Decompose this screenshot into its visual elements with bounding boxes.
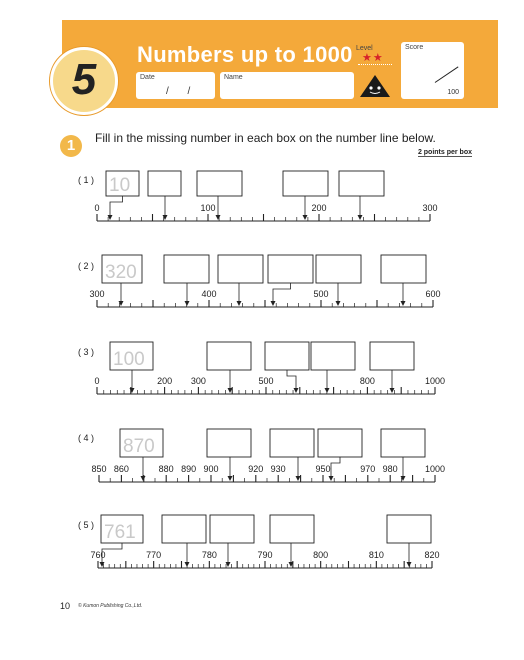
tick-number-label: 900 (203, 464, 219, 474)
sample-answer-text: 10 (109, 175, 131, 196)
tick-number-label: 920 (248, 464, 264, 474)
level-stars: ★★ (362, 52, 384, 64)
answer-box (207, 429, 251, 457)
tick-number-label: 200 (157, 376, 173, 386)
problem-label: ( 1 ) (78, 175, 95, 185)
tick-number-label: 800 (359, 376, 375, 386)
answer-box (381, 255, 426, 283)
sample-answer-text: 761 (104, 522, 136, 543)
sample-answer-text: 870 (123, 436, 155, 457)
tick-number-label: 980 (382, 464, 398, 474)
tick-number-label: 770 (146, 550, 162, 560)
answer-arrow (287, 370, 296, 389)
answer-box (210, 515, 254, 543)
score-total: 100 (447, 89, 459, 96)
tick-number-label: 760 (90, 550, 106, 560)
arrow-head (390, 388, 395, 393)
arrow-head (407, 562, 412, 567)
score-label: Score (405, 44, 424, 51)
copyright-note: © Kumon Publishing Co.,Ltd. (78, 603, 143, 609)
answer-box (218, 255, 263, 283)
arrow-head (228, 476, 233, 481)
tick-number-label: 930 (270, 464, 286, 474)
arrow-head (294, 388, 299, 393)
answer-box (381, 429, 425, 457)
level-label: Level (356, 45, 373, 52)
tick-number-label: 820 (424, 550, 440, 560)
sample-answer-text: 100 (113, 349, 145, 370)
arrow-head (141, 476, 146, 481)
answer-arrow (273, 283, 291, 302)
answer-box (387, 515, 431, 543)
tick-number-label: 1000 (424, 464, 446, 474)
tick-number-label: 780 (201, 550, 217, 560)
name-label: Name (224, 74, 243, 81)
arrow-head (216, 215, 221, 220)
date-slashes: / / (166, 86, 191, 97)
answer-box (270, 429, 314, 457)
answer-box (164, 255, 209, 283)
arrow-head (296, 476, 301, 481)
tick-number-label: 800 (313, 550, 329, 560)
unit-number: 5 (71, 55, 97, 104)
answer-box (370, 342, 414, 370)
arrow-head (329, 476, 334, 481)
answer-arrow (331, 457, 340, 477)
page-number: 10 (60, 601, 71, 611)
answer-box (265, 342, 309, 370)
answer-box (316, 255, 361, 283)
points-note: 2 points per box (417, 149, 472, 156)
answer-box (207, 342, 251, 370)
answer-box (148, 171, 181, 196)
tick-number-label: 810 (368, 550, 384, 560)
tick-number-label: 850 (91, 464, 107, 474)
tick-number-label: 500 (258, 376, 274, 386)
tick-number-label: 100 (200, 203, 216, 213)
arrow-head (185, 301, 190, 306)
answer-box (162, 515, 206, 543)
tick-number-label: 500 (313, 289, 329, 299)
answer-box (268, 255, 313, 283)
arrow-head (303, 215, 308, 220)
tick-number-label: 200 (311, 203, 327, 213)
arrow-head (271, 301, 276, 306)
answer-box (270, 515, 314, 543)
tick-number-label: 300 (89, 289, 105, 299)
tick-number-label: 400 (201, 289, 217, 299)
problem-label: ( 2 ) (78, 261, 95, 271)
arrow-head (325, 388, 330, 393)
date-label: Date (140, 74, 155, 81)
arrow-head (358, 215, 363, 220)
tick-number-label: 600 (425, 289, 441, 299)
tick-number-label: 880 (158, 464, 174, 474)
tick-number-label: 0 (94, 376, 100, 386)
tick-number-label: 890 (181, 464, 197, 474)
question-instruction: Fill in the missing number in each box on the number line below. (95, 131, 436, 145)
tick-number-label: 1000 (424, 376, 446, 386)
answer-box (339, 171, 384, 196)
answer-box (318, 429, 362, 457)
tick-number-label: 300 (190, 376, 206, 386)
question-number-badge: 1 (60, 135, 82, 157)
sample-answer-text: 320 (105, 262, 137, 283)
arrow-head (336, 301, 341, 306)
tick-number-label: 300 (422, 203, 438, 213)
tick-number-label: 860 (113, 464, 129, 474)
page-title: Numbers up to 1000 (137, 42, 353, 67)
tick-number-label: 970 (360, 464, 376, 474)
answer-box (283, 171, 328, 196)
tick-number-label: 950 (315, 464, 331, 474)
answer-box (197, 171, 242, 196)
tick-number-label: 790 (257, 550, 273, 560)
problem-label: ( 4 ) (78, 433, 95, 443)
arrow-head (237, 301, 242, 306)
answer-arrow (110, 196, 123, 216)
arrow-head (185, 562, 190, 567)
problem-label: ( 3 ) (78, 347, 95, 357)
problem-label: ( 5 ) (78, 520, 95, 530)
arrow-head (401, 301, 406, 306)
tick-number-label: 0 (94, 203, 100, 213)
answer-box (311, 342, 355, 370)
